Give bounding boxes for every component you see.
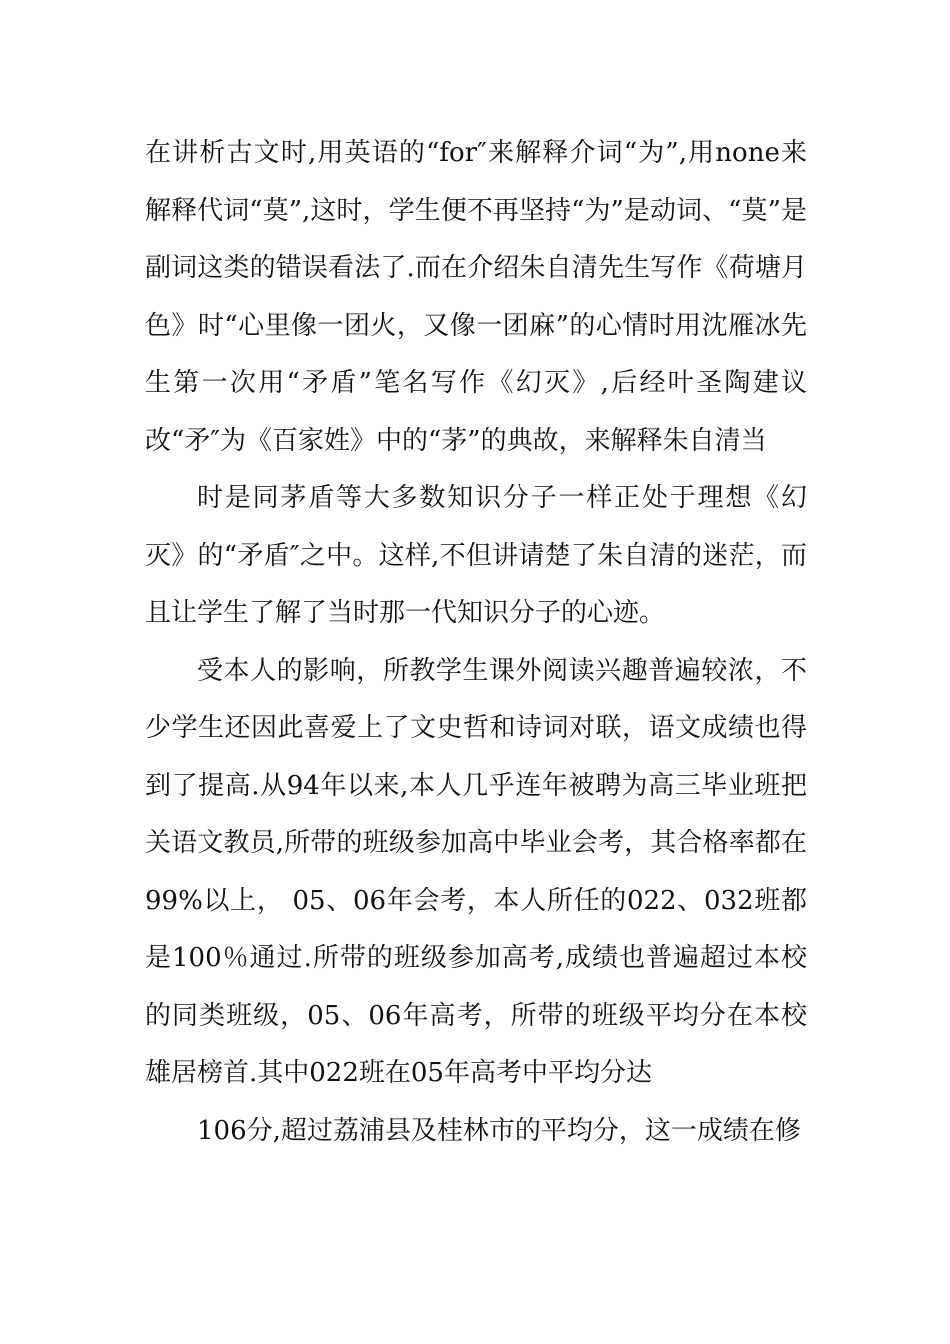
- paragraph-2: 时是同茅盾等大多数知识分子一样正处于理想《幻灭》的“矛盾″之中。这样,不但讲请楚了朱自清的迷茫，而且让学生了解了当时那一代知识分子的心迹。: [145, 483, 807, 628]
- paragraph-4: 106分,超过荔浦县及桂林市的平均分，这一成绩在修: [197, 1115, 801, 1146]
- paragraph-1: 在讲析古文时,用英语的“for″来解释介词“为”,用none来解释代词“莫”,这时，学生便不再坚持“为”是动词、“莫”是副词这类的错误看法了.而在介绍朱自清先生写作《荷塘月色》时“心里像一团火，又像一团麻”的心情时用沈雁冰先生第一次用“矛盾”笔名写作《幻灭》,后经叶圣陶建议改“矛″为《百家姓》中的“茅”的典故，来解释朱自清当: [145, 138, 807, 456]
- document-body: [145, 125, 807, 1160]
- paragraph-3: 受本人的影响，所教学生课外阅读兴趣普遍较浓，不少学生还因此喜爱上了文史哲和诗词对联，语文成绩也得到了提高.从94年以来,本人几乎连年被聘为高三毕业班把关语文教员,所带的班级参加高中毕业会考，其合格率都在99%以上， 05、06年会考，本人所任的022、032班都是100％通过.所带的班级参加高考,成绩也普遍超过本校的同类班级，05、06年高考，所带的班级平均分在本校雄居榜首.其中022班在05年高考中平均分达: [145, 655, 807, 1088]
